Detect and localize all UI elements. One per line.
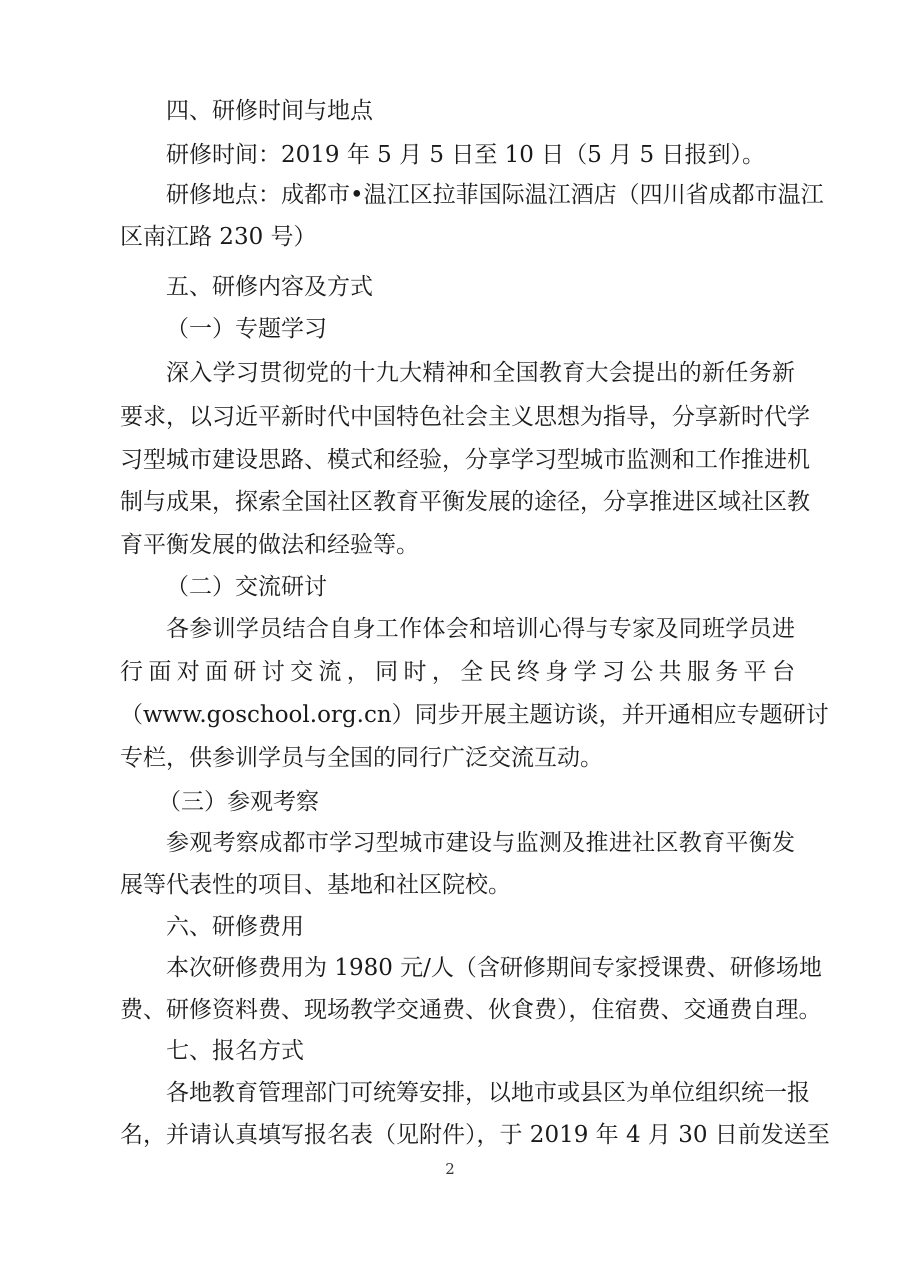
section-6-heading: 六、研修费用 [166,914,304,940]
page-number: 2 [445,1160,455,1178]
section-4-heading: 四、研修时间与地点 [166,98,373,124]
paragraph-line: 深入学习贯彻党的十九大精神和全国教育大会提出的新任务新 [166,360,795,386]
paragraph-line: 本次研修费用为 1980 元/人（含研修期间专家授课费、研修场地 [166,955,822,981]
study-place-line: 研修地点：成都市•温江区拉菲国际温江酒店（四川省成都市温江 [166,182,824,208]
paragraph-line: 行面对面研讨交流，同时，全民终身学习公共服务平台 [120,659,795,685]
paragraph-line: 习型城市建设思路、模式和经验，分享学习型城市监测和工作推进机 [120,447,810,473]
paragraph-line: 专栏，供参训学员与全国的同行广泛交流互动。 [120,745,603,771]
paragraph-line: 参观考察成都市学习型城市建设与监测及推进社区教育平衡发 [166,830,795,856]
paragraph-line: 制与成果，探索全国社区教育平衡发展的途径，分享推进区域社区教 [120,489,810,515]
section-7-heading: 七、报名方式 [166,1038,304,1064]
paragraph-line: 费、研修资料费、现场教学交通费、伙食费），住宿费、交通费自理。 [120,997,822,1023]
subsection-2-title: （二）交流研讨 [166,574,327,600]
study-place-line-cont: 区南江路 230 号） [120,224,317,250]
subsection-1-title: （一）专题学习 [166,316,327,342]
paragraph-line: 名，并请认真填写报名表（见附件），于 2019 年 4 月 30 日前发送至 [120,1122,830,1148]
paragraph-line: 各地教育管理部门可统筹安排，以地市或县区为单位组织统一报 [166,1080,810,1106]
paragraph-line: 要求，以习近平新时代中国特色社会主义思想为指导，分享新时代学 [120,404,810,430]
paragraph-line: （www.goschool.org.cn）同步开展主题访谈，并开通相应专题研讨 [120,702,829,728]
subsection-3-title: （三）参观考察 [158,789,319,815]
section-5-heading: 五、研修内容及方式 [166,274,373,300]
paragraph-line: 育平衡发展的做法和经验等。 [120,532,419,558]
paragraph-line: 展等代表性的项目、基地和社区院校。 [120,872,511,898]
study-time-line: 研修时间：2019 年 5 月 5 日至 10 日（5 月 5 日报到）。 [166,142,765,168]
paragraph-line: 各参训学员结合自身工作体会和培训心得与专家及同班学员进 [166,616,795,642]
